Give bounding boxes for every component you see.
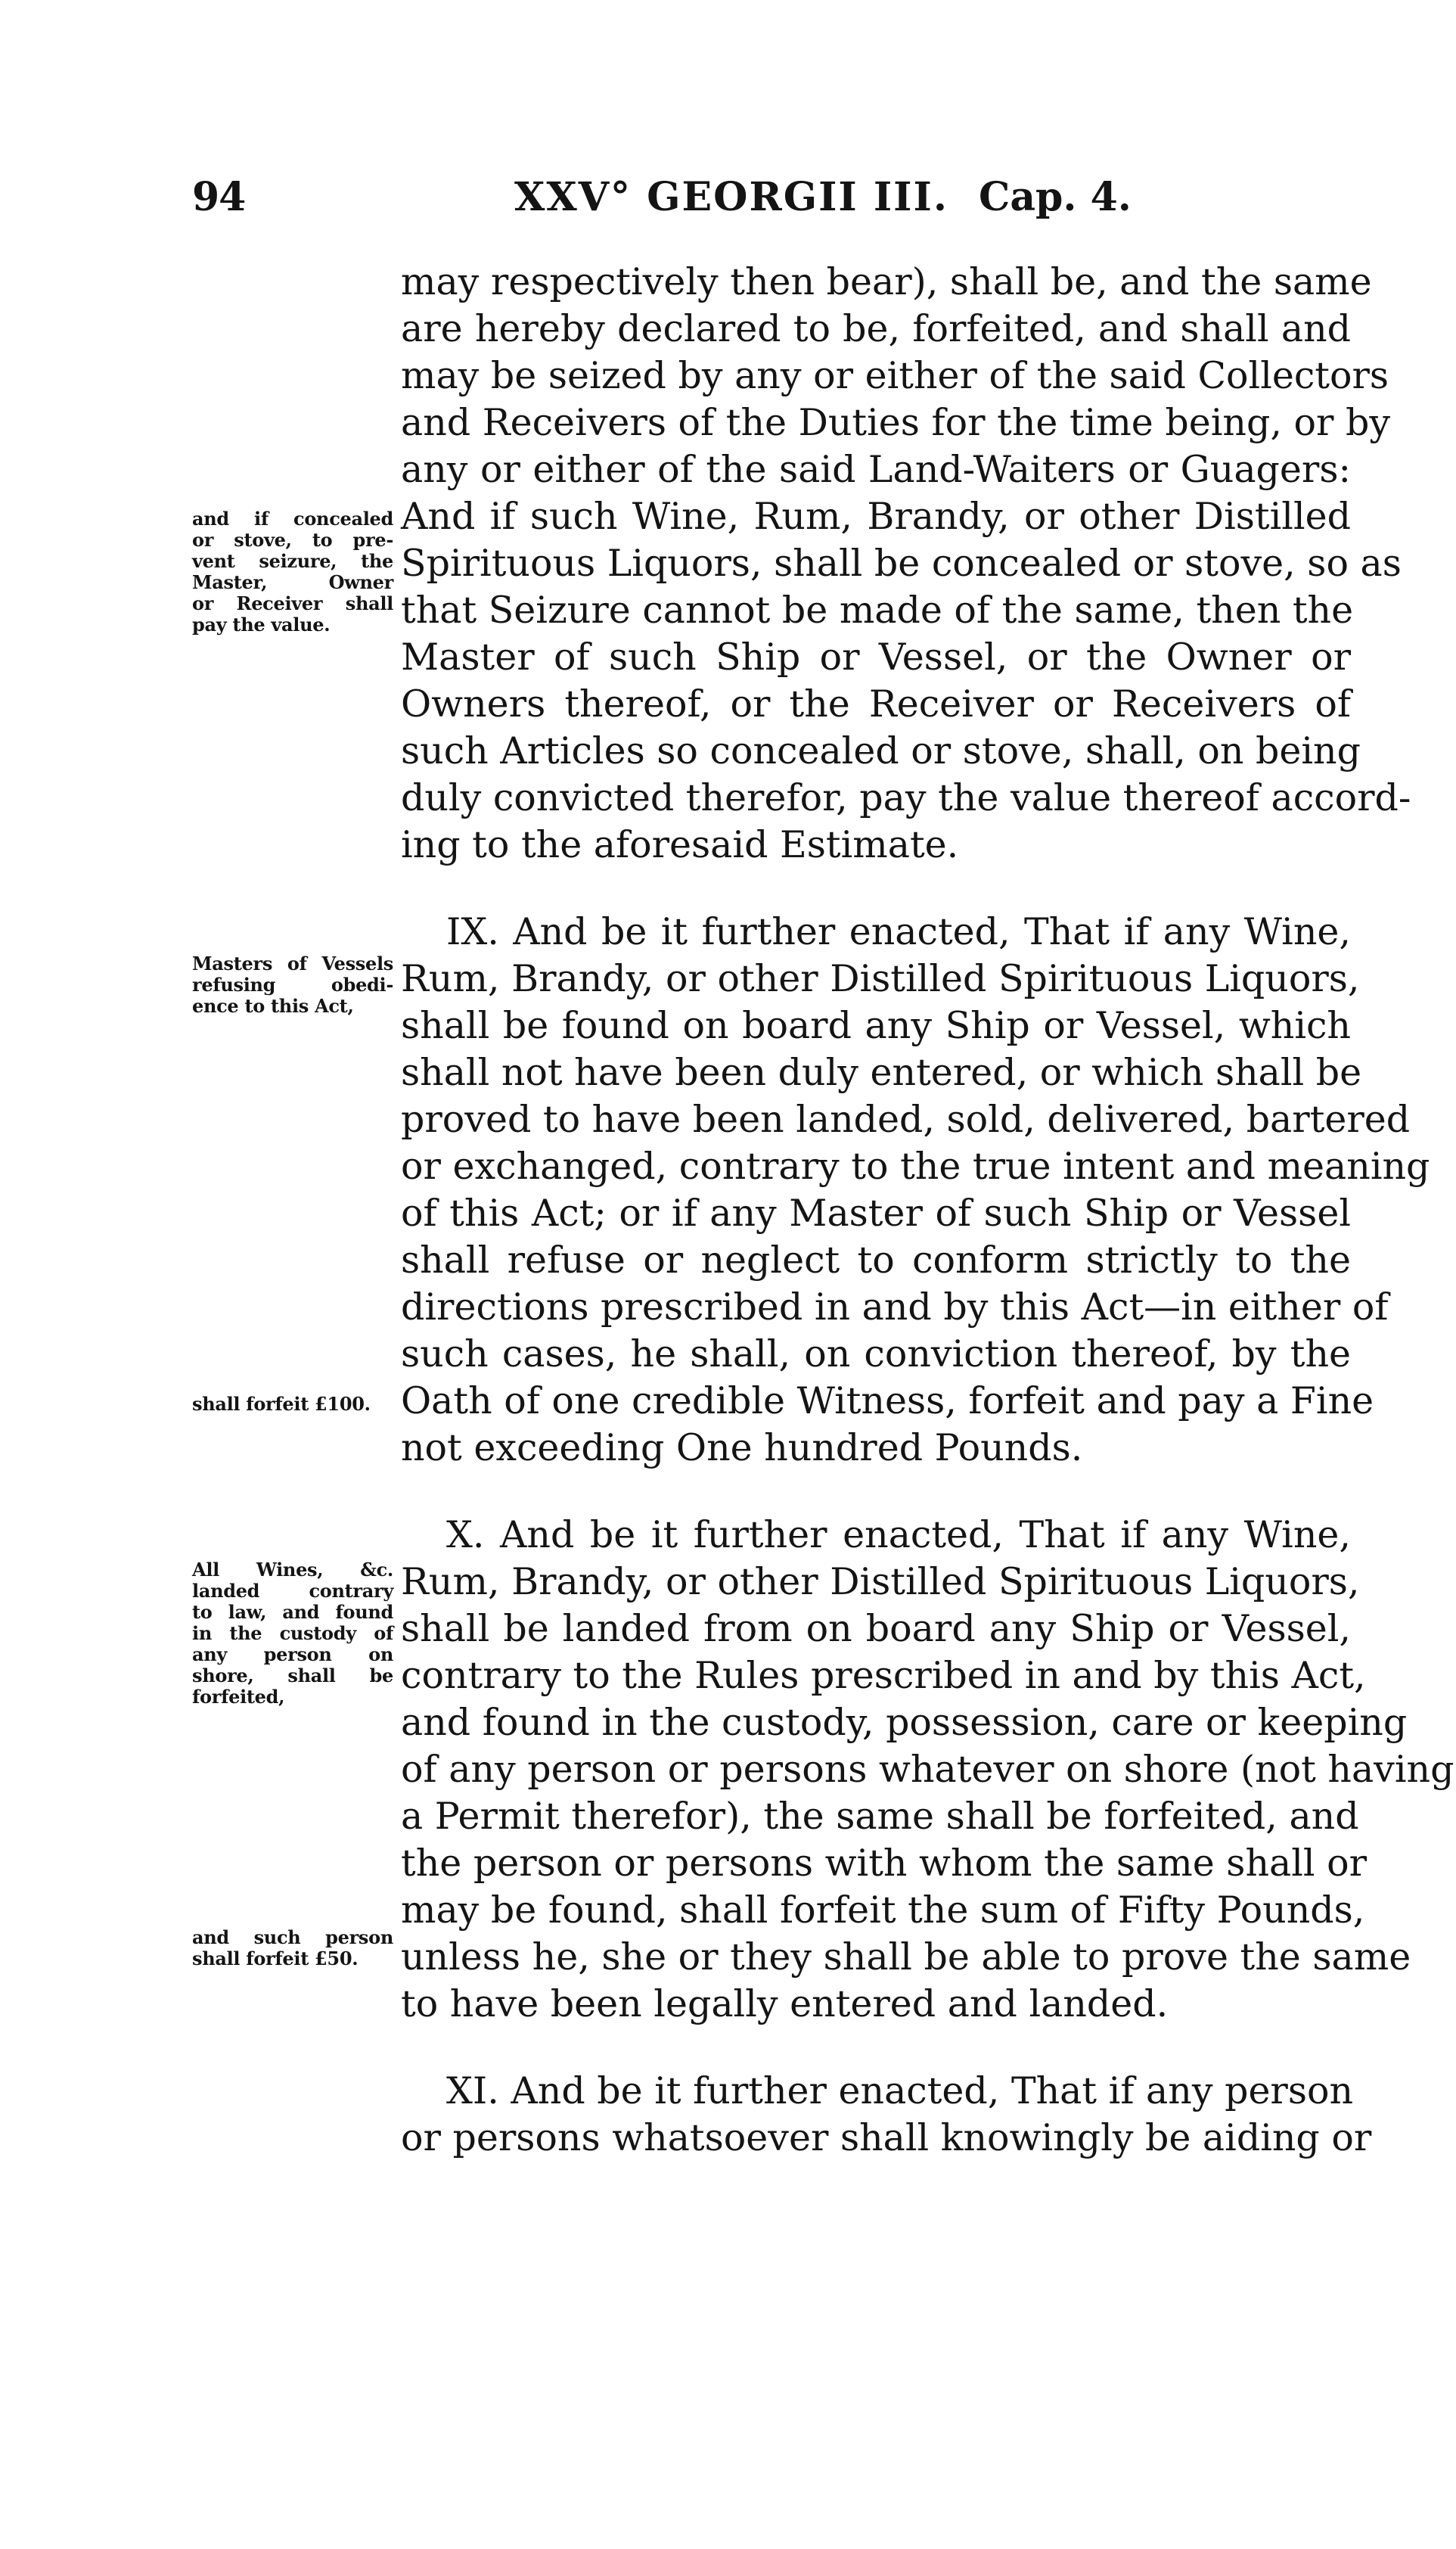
text-line: and Receivers of the Duties for the time being, or by [401, 401, 1391, 444]
note-line: landed contrary [192, 1580, 393, 1602]
text-line: a Permit therefor), the same shall be forfeited, and [401, 1795, 1359, 1838]
text-line: of this Act; or if any Master of such Ship or Vessel [401, 1192, 1351, 1235]
text-line: or persons whatsoever shall knowingly be aiding or [401, 2116, 1372, 2159]
running-head-chapter: Cap. 4. [978, 174, 1132, 220]
note-line: any person on [192, 1643, 393, 1665]
section-x-start: X. And be it further enacted, That if any Wine, [446, 1513, 1351, 1556]
running-head-title: XXV° GEORGII III. [514, 174, 948, 220]
text-line: unless he, she or they shall be able to prove the same [401, 1935, 1411, 1979]
text-line: Rum, Brandy, or other Distilled Spirituous Liquors, [401, 957, 1360, 1000]
page-number: 94 [192, 174, 246, 220]
text-line: the person or persons with whom the same shall or [401, 1842, 1368, 1885]
note-line: and if concealed [192, 508, 393, 530]
note-line: refusing obedi- [192, 974, 393, 996]
text-line: Rum, Brandy, or other Distilled Spirituous Liquors, [401, 1560, 1360, 1603]
text-line: Owners thereof, or the Receiver or Receivers of [401, 682, 1351, 726]
note-line: to law, and found [192, 1601, 393, 1623]
text-line: such cases, he shall, on conviction thereof, by the [401, 1332, 1351, 1376]
note-line: forfeited, [192, 1686, 285, 1708]
text-line: Oath of one credible Witness, forfeit and pay a Fine [401, 1379, 1374, 1422]
note-line: ence to this Act, [192, 995, 354, 1017]
note-line: vent seizure, the [192, 550, 393, 572]
text-line: ing to the aforesaid Estimate. [401, 823, 959, 866]
note-line: or Receiver shall [192, 592, 393, 614]
note-line: shore, shall be [192, 1665, 393, 1686]
text-line: contrary to the Rules prescribed in and by this Act, [401, 1654, 1366, 1697]
text-line: And if such Wine, Rum, Brandy, or other Distilled [401, 495, 1351, 538]
text-line: shall not have been duly entered, or which shall be [401, 1051, 1362, 1094]
note-line: All Wines, &c. [192, 1559, 393, 1581]
text-line: Spirituous Liquors, shall be concealed or stove, so as [401, 542, 1402, 585]
text-line: Master of such Ship or Vessel, or the Owner or [401, 636, 1351, 679]
text-line: that Seizure cannot be made of the same, then the [401, 589, 1354, 632]
note-line: Masters of Vessels [192, 953, 393, 975]
text-line: may respectively then bear), shall be, and the same [401, 260, 1372, 303]
text-line: may be found, shall forfeit the sum of Fifty Pounds, [401, 1888, 1365, 1932]
text-line: duly convicted therefor, pay the value thereof accord- [401, 776, 1411, 819]
note-line: or stove, to pre- [192, 529, 393, 551]
note-line: Master, Owner [192, 571, 393, 593]
text-line: or exchanged, contrary to the true intent and meaning [401, 1145, 1430, 1188]
text-line: any or either of the said Land-Waiters or Guagers: [401, 448, 1351, 491]
note-line: shall forfeit £100. [192, 1393, 371, 1415]
text-line: shall refuse or neglect to conform strictly to the [401, 1239, 1351, 1282]
text-line: are hereby declared to be, forfeited, and shall and [401, 307, 1351, 350]
text-line: such Articles so concealed or stove, shall, on being [401, 729, 1361, 772]
text-line: of any person or persons whatever on shore (not having [401, 1748, 1454, 1791]
text-line: may be seized by any or either of the said Collectors [401, 354, 1389, 397]
text-line: proved to have been landed, sold, delivered, bartered [401, 1098, 1411, 1141]
text-line: shall be landed from on board any Ship or Vessel, [401, 1607, 1351, 1650]
note-line: and such person [192, 1926, 393, 1948]
note-line: in the custody of [192, 1622, 393, 1644]
text-line: directions prescribed in and by this Act—in either of [401, 1285, 1389, 1329]
section-ix-start: IX. And be it further enacted, That if any Wine, [446, 910, 1351, 953]
note-line: pay the value. [192, 614, 331, 636]
running-head [514, 174, 1132, 220]
text-line: to have been legally entered and landed. [401, 1982, 1169, 2025]
text-line: shall be found on board any Ship or Vessel, which [401, 1004, 1351, 1047]
text-line: not exceeding One hundred Pounds. [401, 1426, 1083, 1469]
note-line: shall forfeit £50. [192, 1947, 359, 1969]
section-xi-start: XI. And be it further enacted, That if any person [446, 2069, 1354, 2112]
text-line: and found in the custody, possession, care or keeping [401, 1701, 1408, 1744]
